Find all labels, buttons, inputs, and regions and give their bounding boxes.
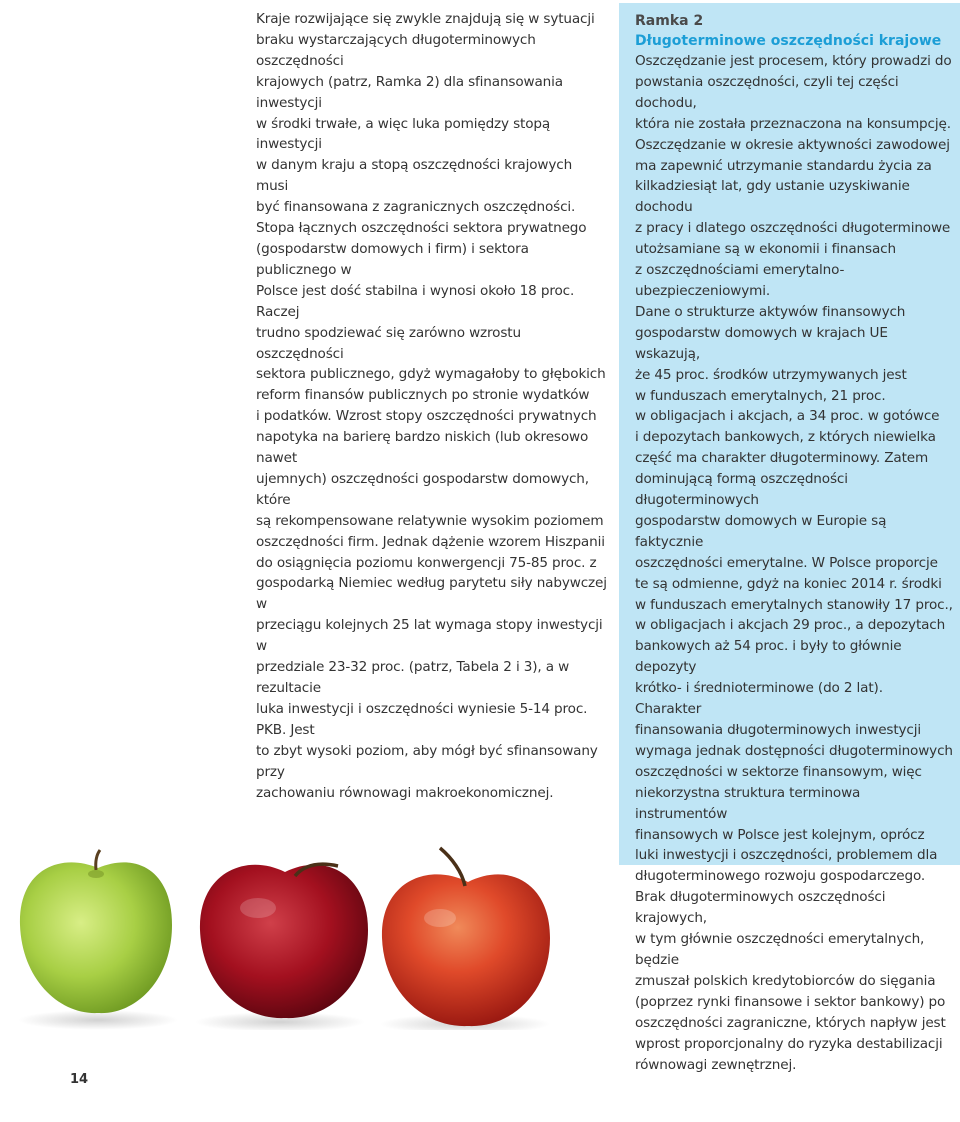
sidebar-text-line: która nie została przeznaczona na konsumpcję.: [635, 115, 951, 132]
text-line: napotyka na barierę bardzo niskich (lub okresowo nawet: [256, 429, 589, 467]
text-line: Polsce jest dość stabilna i wynosi około 18 proc. Raczej: [256, 282, 575, 320]
text-line: i podatków. Wzrost stopy oszczędności prywatnych: [256, 408, 597, 425]
sidebar-text-line: finansowania długoterminowych inwestycji: [635, 722, 921, 738]
text-line: ujemnych) oszczędności gospodarstw domowych, które: [256, 470, 589, 508]
sidebar-text-line: powstania oszczędności, czyli tej części dochodu,: [635, 73, 899, 111]
sidebar-text-line: z oszczędnościami emerytalno-ubezpieczeniowymi.: [635, 262, 845, 299]
sidebar-text-line: gospodarstw domowych w Europie są faktycznie: [635, 512, 887, 550]
sidebar-text-line: Oszczędzanie jest procesem, który prowadzi do: [635, 53, 952, 69]
apples-photo: [0, 830, 580, 1030]
text-line: luka inwestycji i oszczędności wyniesie 5-14 proc. PKB. Jest: [256, 700, 588, 738]
sidebar-text-line: wymaga jednak dostępności długoterminowych: [635, 742, 953, 759]
text-line: trudno spodziewać się zarówno wzrostu oszczędności: [256, 324, 521, 362]
sidebar-text-line: niekorzystna struktura terminowa instrumentów: [635, 784, 861, 822]
sidebar-text-line: bankowych aż 54 proc. i były to głównie depozyty: [635, 638, 902, 676]
sidebar-text-line: gospodarstw domowych w krajach UE wskazują,: [635, 324, 888, 362]
main-text-column: [256, 9, 608, 803]
sidebar-text-line: że 45 proc. środków utrzymywanych jest: [635, 366, 907, 383]
sidebar-text-line: długoterminowego rozwoju gospodarczego.: [635, 868, 926, 885]
text-line: gospodarką Niemiec według parytetu siły nabywczej w: [256, 575, 607, 613]
text-line: w danym kraju a stopą oszczędności krajowych musi: [256, 157, 573, 195]
sidebar-text-line: część ma charakter długoterminowy. Zatem: [635, 450, 929, 467]
text-line: Stopa łącznych oszczędności sektora prywatnego: [256, 220, 587, 237]
sidebar-box-ramka-2: [619, 3, 960, 1073]
text-line: w środki trwałe, a więc luka pomiędzy stopą inwestycji: [256, 115, 551, 153]
sidebar-text-line: oszczędności zagraniczne, których napływ jest: [635, 1014, 946, 1031]
sidebar-title: Długoterminowe oszczędności krajowe: [635, 33, 942, 49]
sidebar-text-line: (poprzez rynki finansowe i sektor bankowy) po: [635, 993, 946, 1010]
sidebar-body: [635, 51, 953, 1075]
text-line: braku wystarczających długoterminowych oszczędności: [256, 31, 536, 69]
text-line: krajowych (patrz, Ramka 2) dla sfinansowania inwestycji: [256, 73, 563, 111]
sidebar-label: Ramka 2: [635, 13, 704, 29]
sidebar-text-line: w tym głównie oszczędności emerytalnych, będzie: [635, 931, 925, 968]
sidebar-text-line: finansowych w Polsce jest kolejnym, oprócz: [635, 826, 925, 843]
sidebar-text-line: te są odmienne, gdyż na koniec 2014 r. środki: [635, 575, 942, 592]
text-line: Kraje rozwijające się zwykle znajdują się w sytuacji: [256, 11, 595, 27]
sidebar-text-line: Brak długoterminowych oszczędności krajowych,: [635, 889, 886, 927]
sidebar-text-line: oszczędności w sektorze finansowym, więc: [635, 763, 922, 780]
sidebar-text-line: ma zapewnić utrzymanie standardu życia za: [635, 157, 932, 174]
text-line: być finansowana z zagranicznych oszczędności.: [256, 199, 576, 216]
sidebar-text-line: zmuszał polskich kredytobiorców do sięgania: [635, 972, 936, 989]
sidebar-text-line: dominującą formą oszczędności długoterminowych: [635, 471, 848, 509]
sidebar-text-line: wprost proporcjonalny do ryzyka destabilizacji: [635, 1035, 943, 1052]
text-line: to zbyt wysoki poziom, aby mógł być sfinansowany przy: [256, 742, 598, 780]
sidebar-text-line: w funduszach emerytalnych stanowiły 17 proc.,: [635, 596, 953, 613]
sidebar-text-line: z pracy i dlatego oszczędności długoterminowe: [635, 220, 951, 237]
text-line: (gospodarstw domowych i firm) i sektora publicznego w: [256, 240, 529, 278]
sidebar-text-line: Dane o strukturze aktywów finansowych: [635, 303, 906, 320]
text-line: przeciągu kolejnych 25 lat wymaga stopy inwestycji w: [256, 617, 603, 655]
sidebar-text-line: utożsamiane są w ekonomii i finansach: [635, 241, 896, 258]
text-line: oszczędności firm. Jednak dążenie wzorem Hiszpanii: [256, 533, 605, 550]
sidebar-text-line: w obligacjach i akcjach, a 34 proc. w gotówce: [635, 408, 940, 425]
text-line: zachowaniu równowagi makroekonomicznej.: [256, 784, 554, 801]
sidebar-text-line: Oszczędzanie w okresie aktywności zawodowej: [635, 136, 950, 153]
green-apple-icon: [20, 850, 172, 1013]
sidebar-text-line: w obligacjach i akcjach 29 proc., a depozytach: [635, 617, 946, 634]
sidebar-text-line: luki inwestycji i oszczędności, problemem dla: [635, 847, 938, 864]
red-apple-icon: [200, 864, 368, 1018]
sidebar-text-line: w funduszach emerytalnych, 21 proc.: [635, 387, 886, 404]
red-apple-icon: [382, 848, 550, 1026]
text-line: sektora publicznego, gdyż wymagałoby to głębokich: [256, 366, 606, 383]
text-line: do osiągnięcia poziomu konwergencji 75-85 proc. z: [256, 554, 597, 571]
sidebar-text-line: oszczędności emerytalne. W Polsce proporcje: [635, 554, 938, 571]
sidebar-text-line: równowagi zewnętrznej.: [635, 1056, 797, 1073]
text-line: są rekompensowane relatywnie wysokim poziomem: [256, 512, 604, 529]
sidebar-text-line: kilkadziesiąt lat, gdy ustanie uzyskiwanie dochodu: [635, 178, 910, 216]
page-number: 14: [70, 1072, 89, 1087]
text-line: przedziale 23-32 proc. (patrz, Tabela 2 i 3), a w rezultacie: [256, 659, 570, 696]
sidebar-text-line: i depozytach bankowych, z których niewielka: [635, 429, 936, 446]
text-line: reform finansów publicznych po stronie wydatków: [256, 387, 590, 404]
sidebar-text-line: krótko- i średnioterminowe (do 2 lat). Charakter: [635, 680, 883, 718]
